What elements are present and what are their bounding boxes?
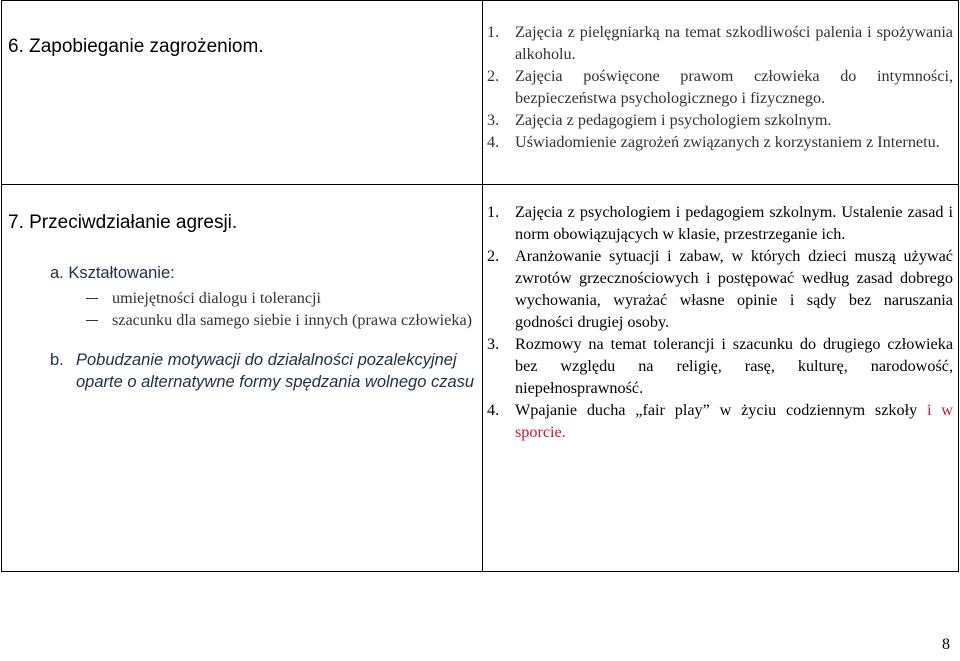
- section-7-title: 7. Przeciwdziałanie agresji.: [8, 212, 238, 233]
- dash-bullet-icon: [86, 320, 98, 321]
- subsection-a-label: a. Kształtowanie:: [50, 264, 175, 282]
- section-6-tasks: [487, 21, 953, 153]
- list-item: 2. Aranżowanie sytuacji i zabaw, w których dzieci muszą używać zwrotów grzecznościowych i postępować według zasad dobrego wychowania, wyrażać własne opinie i sądy bez naruszania godności drugiej osoby.: [487, 247, 953, 331]
- section-6-title: 6. Zapobieganie zagrożeniom.: [8, 36, 264, 57]
- task-text-highlight: i w sporcie.: [515, 401, 953, 441]
- list-item: 4. Uświadomienie zagrożeń związanych z korzystaniem z Internetu.: [487, 133, 940, 151]
- subsection-b-letter: b.: [50, 351, 64, 369]
- task-text: Zajęcia z psychologiem i pedagogiem szkolnym. Ustalenie zasad i norm obowiązujących w klasie, przestrzeganie ich.: [515, 203, 953, 243]
- subsection-b-text: Pobudzanie motywacji do działalności pozalekcyjnej oparte o alternatywne formy spędzania wolnego czasu: [76, 351, 475, 391]
- section-6-cell: [8, 36, 478, 58]
- task-text: Rozmowy na temat tolerancji i szacunku do drugiego człowieka bez względu na religię, rasę, kulturę, narodowość, niepełnosprawność.: [515, 335, 953, 397]
- list-item: 4. Wpajanie ducha „fair play” w życiu codziennym szkoły i w sporcie.: [487, 401, 953, 441]
- list-item: 1. Zajęcia z psychologiem i pedagogiem szkolnym. Ustalenie zasad i norm obowiązujących w klasie, przestrzeganie ich.: [487, 203, 953, 243]
- column-divider: [482, 0, 483, 572]
- page-number: 8: [942, 636, 950, 653]
- task-text: Zajęcia z pedagogiem i psychologiem szkolnym.: [515, 111, 832, 129]
- list-item: 1. Zajęcia z pielęgniarką na temat szkodliwości palenia i spożywania alkoholu.: [487, 23, 953, 63]
- task-text: Zajęcia poświęcone prawom człowieka do intymności, bezpieczeństwa psychologicznego i fizycznego.: [515, 67, 953, 107]
- task-text: Wpajanie ducha „fair play” w życiu codziennym szkoły: [515, 401, 918, 419]
- list-item: 3. Zajęcia z pedagogiem i psychologiem szkolnym.: [487, 111, 832, 129]
- list-item: 3. Rozmowy na temat tolerancji i szacunku do drugiego człowieka bez względu na religię, rasę, kulturę, narodowość, niepełnosprawność.: [487, 335, 953, 397]
- task-text: Aranżowanie sytuacji i zabaw, w których dzieci muszą używać zwrotów grzecznościowych i postępować według zasad dobrego wychowania, wyrażać własne opinie i sądy bez naruszania godności drugiej osoby.: [515, 247, 953, 331]
- dash-bullet-icon: [86, 298, 98, 299]
- subsection-b: [8, 349, 478, 393]
- list-item: umiejętności dialogu i tolerancji: [8, 287, 478, 309]
- list-item: 2. Zajęcia poświęcone prawom człowieka do intymności, bezpieczeństwa psychologicznego i fizycznego.: [487, 67, 953, 107]
- list-item: szacunku dla samego siebie i innych (prawa człowieka): [8, 309, 478, 331]
- row-divider: [1, 184, 959, 185]
- section-7-tasks: [487, 201, 953, 443]
- subsection-a-list: [8, 287, 478, 331]
- task-text: Zajęcia z pielęgniarką na temat szkodliwości palenia i spożywania alkoholu.: [515, 23, 953, 63]
- task-text: Uświadomienie zagrożeń związanych z korzystaniem z Internetu.: [515, 133, 940, 151]
- section-7-cell: [8, 212, 478, 393]
